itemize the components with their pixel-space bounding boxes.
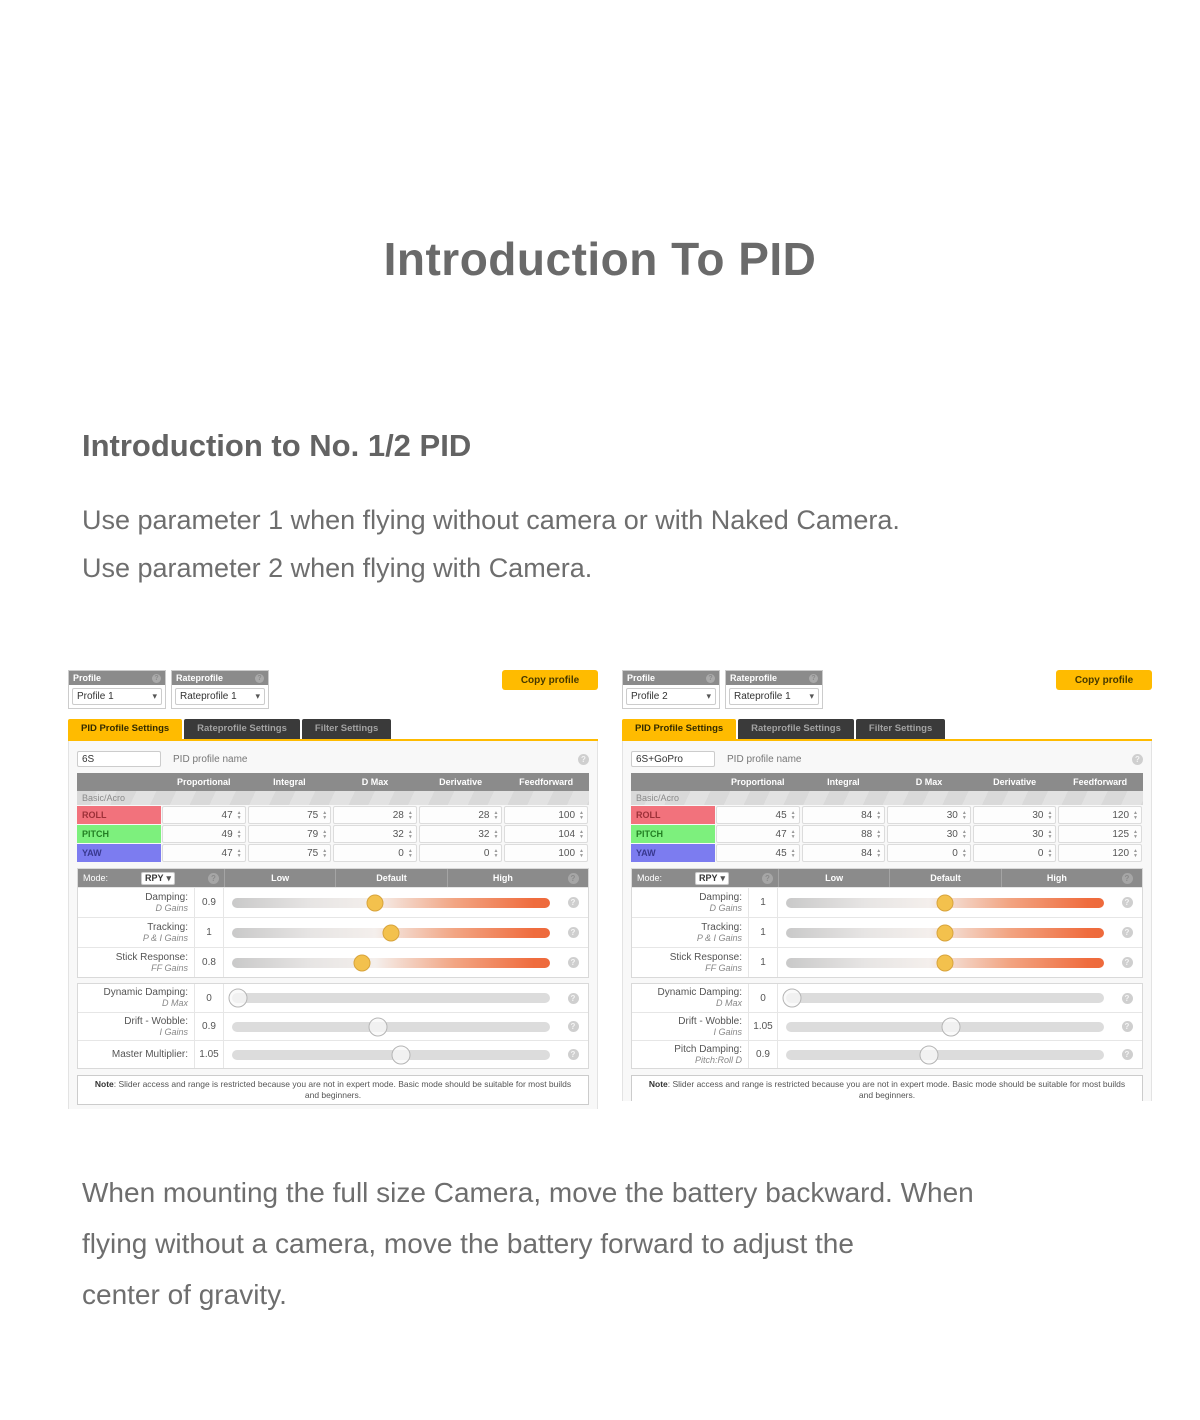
copy-profile-button[interactable]: Copy profile [502, 670, 598, 690]
rateprofile-dropdown-value: Rateprofile 1 [734, 691, 791, 702]
pid-value-input[interactable]: 100 ▲ ▼ [504, 844, 588, 862]
pid-value-input[interactable]: 45 ▲ ▼ [716, 806, 800, 824]
help-icon[interactable] [1122, 957, 1133, 968]
pid-value-input[interactable]: 30 ▲ ▼ [973, 806, 1057, 824]
pid-settings-panel [68, 741, 598, 1109]
axis-label: PITCH [631, 825, 715, 843]
spinner-icon[interactable] [237, 849, 242, 858]
page-title: Introduction To PID [383, 233, 817, 285]
spinner-icon[interactable] [493, 849, 498, 858]
slider-track [786, 1022, 1104, 1032]
pid-value-input[interactable]: 28 ▲ ▼ [333, 806, 417, 824]
col-header: D Max [361, 777, 389, 787]
pid-table [77, 773, 589, 862]
help-icon[interactable] [1122, 897, 1133, 908]
slider-knob [369, 1017, 388, 1036]
advanced-sliders [77, 983, 589, 1069]
help-icon[interactable] [1122, 873, 1133, 884]
spinner-icon[interactable] [408, 830, 413, 839]
betaflight-screenshot-profile1 [68, 670, 598, 1109]
slider-track[interactable] [786, 898, 1104, 908]
col-header: Derivative [993, 777, 1037, 787]
tab-pid-profile-settings[interactable]: PID Profile Settings [622, 719, 736, 739]
rateprofile-header [172, 671, 268, 685]
profile-dropdown-value: Profile 2 [631, 691, 668, 702]
slider-row-damping: Damping: D Gains 1 ? [632, 887, 1142, 917]
slider-knob[interactable] [937, 894, 954, 911]
chevron-down-icon [721, 873, 726, 883]
spinner-icon[interactable] [1133, 811, 1138, 820]
slider-row-dynamic-damping: Dynamic Damping: D Max 0 ? [78, 984, 588, 1012]
pid-value-input[interactable]: 49 ▲ ▼ [162, 825, 246, 843]
col-header: Derivative [439, 777, 483, 787]
spinner-icon[interactable] [1133, 830, 1138, 839]
slider-value: 0 [194, 984, 224, 1012]
spinner-icon[interactable] [876, 830, 881, 839]
mode-dropdown[interactable]: RPY ▾ [695, 872, 729, 885]
slider-knob [783, 989, 802, 1008]
rateprofile-dropdown[interactable] [729, 688, 819, 705]
axis-label: ROLL [631, 806, 715, 824]
slider-track [232, 1022, 550, 1032]
help-icon[interactable] [208, 873, 219, 884]
pid-profile-name-label: PID profile name [173, 753, 248, 765]
table-row-roll [77, 806, 589, 824]
profile-dropdown-value: Profile 1 [77, 691, 114, 702]
pid-value-input[interactable]: 47 ▲ ▼ [162, 844, 246, 862]
pid-value-input[interactable]: 79 ▲ ▼ [248, 825, 332, 843]
footer-line: center of gravity. [82, 1279, 287, 1310]
slider-scale-low: Low [224, 869, 335, 887]
copy-profile-button[interactable]: Copy profile [1056, 670, 1152, 690]
profile-name-row [631, 747, 1143, 771]
spinner-icon[interactable] [962, 830, 967, 839]
profile-selector [68, 670, 166, 709]
col-header: Integral [827, 777, 860, 787]
help-icon[interactable] [706, 674, 715, 683]
slider-row-dynamic-damping: Dynamic Damping: D Max 0 ? [632, 984, 1142, 1012]
slider-scale-default: Default [335, 869, 446, 887]
slider-scale-low: Low [778, 869, 889, 887]
profile-header-label: Profile [627, 673, 656, 683]
help-icon[interactable] [568, 1021, 579, 1032]
chevron-down-icon [255, 691, 260, 702]
profile-name-row [77, 747, 589, 771]
spinner-icon[interactable] [791, 811, 796, 820]
col-header: D Max [915, 777, 943, 787]
pid-value-input[interactable]: 120 ▲ ▼ [1058, 844, 1142, 862]
slider-value: 0 [748, 984, 778, 1012]
pid-value-input[interactable]: 0 ▲ ▼ [973, 844, 1057, 862]
group-label: Basic/Acro [77, 791, 589, 805]
slider-value: 0.8 [194, 948, 224, 977]
slider-value: 1.05 [748, 1013, 778, 1040]
intro-line: Use parameter 2 when flying with Camera. [82, 553, 593, 583]
mode-dropdown[interactable]: RPY ▾ [141, 872, 175, 885]
spinner-icon[interactable] [322, 849, 327, 858]
tab-bar [68, 719, 598, 741]
pid-settings-panel [622, 741, 1152, 1101]
slider-track[interactable] [786, 958, 1104, 968]
tuning-sliders [631, 868, 1143, 978]
group-label: Basic/Acro [631, 791, 1143, 805]
slider-knob [229, 989, 248, 1008]
pid-value-input[interactable]: 84 ▲ ▼ [802, 844, 886, 862]
tab-bar [622, 719, 1152, 741]
pid-value-input[interactable]: 88 ▲ ▼ [802, 825, 886, 843]
slider-track[interactable] [232, 958, 550, 968]
slider-knob[interactable] [383, 924, 400, 941]
slider-knob [920, 1045, 939, 1064]
slider-value: 1 [748, 918, 778, 947]
tab-rateprofile-settings[interactable]: Rateprofile Settings [738, 719, 854, 739]
profile-header-label: Profile [73, 673, 102, 683]
slider-knob [391, 1045, 410, 1064]
slider-scale-high: High [1001, 869, 1112, 887]
profile-header [623, 671, 719, 685]
chevron-down-icon [706, 691, 711, 702]
pid-value-input[interactable]: 0 ▲ ▼ [419, 844, 503, 862]
mode-label: Mode: [83, 873, 109, 883]
help-icon[interactable] [762, 873, 773, 884]
pid-table [631, 773, 1143, 862]
pid-value-input[interactable]: 84 ▲ ▼ [802, 806, 886, 824]
slider-track [786, 1050, 1104, 1060]
section-heading: Introduction to No. 1/2 PID [82, 428, 472, 463]
intro-line: Use parameter 1 when flying without camera or with Naked Camera. [82, 505, 900, 535]
spinner-icon[interactable] [408, 849, 413, 858]
expert-mode-note: Note: Slider access and range is restricted because you are not in expert mode. Basic mode should be suitable for most builds and beginners. [631, 1075, 1143, 1101]
slider-scale-high: High [447, 869, 558, 887]
pid-value-input[interactable]: 30 ▲ ▼ [973, 825, 1057, 843]
expert-mode-note: Note: Slider access and range is restricted because you are not in expert mode. Basic mode should be suitable for most builds and beginners. [77, 1075, 589, 1105]
slider-row-pitch-damping: Pitch Damping: Pitch:Roll D 0.9 ? [632, 1040, 1142, 1068]
slider-knob[interactable] [937, 954, 954, 971]
help-icon[interactable] [1132, 754, 1143, 765]
slider-knob[interactable] [354, 954, 371, 971]
table-row-roll [631, 806, 1143, 824]
col-header: Integral [273, 777, 306, 787]
rateprofile-header-label: Rateprofile [730, 673, 778, 683]
betaflight-screenshot-profile2 [622, 670, 1152, 1101]
slider-value: 1 [748, 888, 778, 917]
spinner-icon[interactable] [493, 811, 498, 820]
slider-value: 1 [194, 918, 224, 947]
spinner-icon[interactable] [876, 811, 881, 820]
rateprofile-header [726, 671, 822, 685]
help-icon[interactable] [568, 873, 579, 884]
intro-paragraph [82, 496, 1200, 592]
slider-row-drift-wobble: Drift - Wobble: I Gains 1.05 ? [632, 1012, 1142, 1040]
pid-value-input[interactable]: 75 ▲ ▼ [248, 806, 332, 824]
footer-paragraph [82, 1167, 1200, 1320]
rateprofile-dropdown-value: Rateprofile 1 [180, 691, 237, 702]
advanced-sliders [631, 983, 1143, 1069]
pid-table-header [77, 773, 589, 791]
pid-profile-name-input[interactable] [77, 751, 161, 767]
spinner-icon[interactable] [962, 811, 967, 820]
chevron-down-icon [152, 691, 157, 702]
slider-mode-header [78, 869, 588, 887]
screenshot-row [68, 670, 1200, 1109]
spinner-icon[interactable] [1047, 811, 1052, 820]
col-header: Proportional [731, 777, 785, 787]
spinner-icon[interactable] [322, 811, 327, 820]
tab-filter-settings[interactable]: Filter Settings [302, 719, 391, 739]
spinner-icon[interactable] [237, 830, 242, 839]
profile-dropdown[interactable] [72, 688, 162, 705]
tab-pid-profile-settings[interactable]: PID Profile Settings [68, 719, 182, 739]
spinner-icon[interactable] [493, 830, 498, 839]
axis-label: ROLL [77, 806, 161, 824]
help-icon[interactable] [568, 927, 579, 938]
slider-track[interactable] [232, 898, 550, 908]
col-header: Feedforward [1073, 777, 1128, 787]
slider-row-tracking: Tracking: P & I Gains 1 ? [78, 917, 588, 947]
help-icon[interactable] [255, 674, 264, 683]
help-icon[interactable] [568, 1049, 579, 1060]
spinner-icon[interactable] [791, 830, 796, 839]
pid-value-input[interactable]: 47 ▲ ▼ [162, 806, 246, 824]
pid-value-input[interactable]: 104 ▲ ▼ [504, 825, 588, 843]
tuning-sliders [77, 868, 589, 978]
help-icon[interactable] [578, 754, 589, 765]
pid-value-input[interactable]: 0 ▲ ▼ [887, 844, 971, 862]
pid-value-input[interactable]: 100 ▲ ▼ [504, 806, 588, 824]
profile-dropdown[interactable] [626, 688, 716, 705]
pid-value-input[interactable]: 30 ▲ ▼ [887, 806, 971, 824]
profile-bar [68, 670, 598, 712]
slider-row-drift-wobble: Drift - Wobble: I Gains 0.9 ? [78, 1012, 588, 1040]
spinner-icon[interactable] [876, 849, 881, 858]
col-header: Feedforward [519, 777, 574, 787]
pid-profile-name-input[interactable] [631, 751, 715, 767]
slider-value: 1.05 [194, 1041, 224, 1068]
spinner-icon[interactable] [1047, 830, 1052, 839]
footer-line: When mounting the full size Camera, move the battery backward. When [82, 1177, 974, 1208]
spinner-icon[interactable] [237, 811, 242, 820]
help-icon[interactable] [568, 993, 579, 1004]
slider-value: 0.9 [748, 1041, 778, 1068]
spinner-icon[interactable] [962, 849, 967, 858]
axis-label: YAW [631, 844, 715, 862]
footer-line: flying without a camera, move the battery forward to adjust the [82, 1228, 854, 1259]
pid-value-input[interactable]: 30 ▲ ▼ [887, 825, 971, 843]
pid-value-input[interactable]: 47 ▲ ▼ [716, 825, 800, 843]
pid-value-input[interactable]: 120 ▲ ▼ [1058, 806, 1142, 824]
table-row-yaw [77, 844, 589, 862]
table-row-pitch [77, 825, 589, 843]
pid-value-input[interactable]: 0 ▲ ▼ [333, 844, 417, 862]
pid-value-input[interactable]: 32 ▲ ▼ [333, 825, 417, 843]
slider-row-tracking: Tracking: P & I Gains 1 ? [632, 917, 1142, 947]
spinner-icon[interactable] [579, 849, 584, 858]
help-icon[interactable] [1122, 993, 1133, 1004]
pid-table-header [631, 773, 1143, 791]
spinner-icon[interactable] [791, 849, 796, 858]
slider-track [232, 1050, 550, 1060]
slider-value: 0.9 [194, 1013, 224, 1040]
help-icon[interactable] [1122, 1049, 1133, 1060]
slider-row-stick-response: Stick Response: FF Gains 0.8 ? [78, 947, 588, 977]
slider-knob [942, 1017, 961, 1036]
pid-value-input[interactable]: 32 ▲ ▼ [419, 825, 503, 843]
col-header: Proportional [177, 777, 231, 787]
help-icon[interactable] [1122, 1021, 1133, 1032]
tab-rateprofile-settings[interactable]: Rateprofile Settings [184, 719, 300, 739]
table-row-pitch [631, 825, 1143, 843]
spinner-icon[interactable] [408, 811, 413, 820]
pid-value-input[interactable]: 75 ▲ ▼ [248, 844, 332, 862]
profile-header [69, 671, 165, 685]
spinner-icon[interactable] [579, 811, 584, 820]
spinner-icon[interactable] [579, 830, 584, 839]
slider-knob[interactable] [367, 894, 384, 911]
slider-track [786, 993, 1104, 1003]
rateprofile-dropdown[interactable] [175, 688, 265, 705]
slider-value: 1 [748, 948, 778, 977]
chevron-down-icon [167, 873, 172, 883]
spinner-icon[interactable] [1133, 849, 1138, 858]
slider-scale-default: Default [889, 869, 1000, 887]
slider-row-stick-response: Stick Response: FF Gains 1 ? [632, 947, 1142, 977]
tab-filter-settings[interactable]: Filter Settings [856, 719, 945, 739]
slider-row-master-multiplier: Master Multiplier: 1.05 ? [78, 1040, 588, 1068]
spinner-icon[interactable] [1047, 849, 1052, 858]
pid-value-input[interactable]: 28 ▲ ▼ [419, 806, 503, 824]
table-row-yaw [631, 844, 1143, 862]
profile-bar [622, 670, 1152, 712]
axis-label: PITCH [77, 825, 161, 843]
spinner-icon[interactable] [322, 830, 327, 839]
profile-selector [622, 670, 720, 709]
rateprofile-selector [725, 670, 823, 709]
chevron-down-icon [809, 691, 814, 702]
slider-track[interactable] [786, 928, 1104, 938]
pid-value-input[interactable]: 125 ▲ ▼ [1058, 825, 1142, 843]
slider-track [232, 993, 550, 1003]
slider-row-damping: Damping: D Gains 0.9 ? [78, 887, 588, 917]
pid-value-input[interactable]: 45 ▲ ▼ [716, 844, 800, 862]
help-icon[interactable] [152, 674, 161, 683]
rateprofile-header-label: Rateprofile [176, 673, 224, 683]
help-icon[interactable] [1122, 927, 1133, 938]
mode-label: Mode: [637, 873, 663, 883]
axis-label: YAW [77, 844, 161, 862]
help-icon[interactable] [809, 674, 818, 683]
slider-mode-header [632, 869, 1142, 887]
rateprofile-selector [171, 670, 269, 709]
slider-value: 0.9 [194, 888, 224, 917]
pid-profile-name-label: PID profile name [727, 753, 802, 765]
help-icon[interactable] [568, 957, 579, 968]
slider-track[interactable] [232, 928, 550, 938]
slider-knob[interactable] [937, 924, 954, 941]
help-icon[interactable] [568, 897, 579, 908]
